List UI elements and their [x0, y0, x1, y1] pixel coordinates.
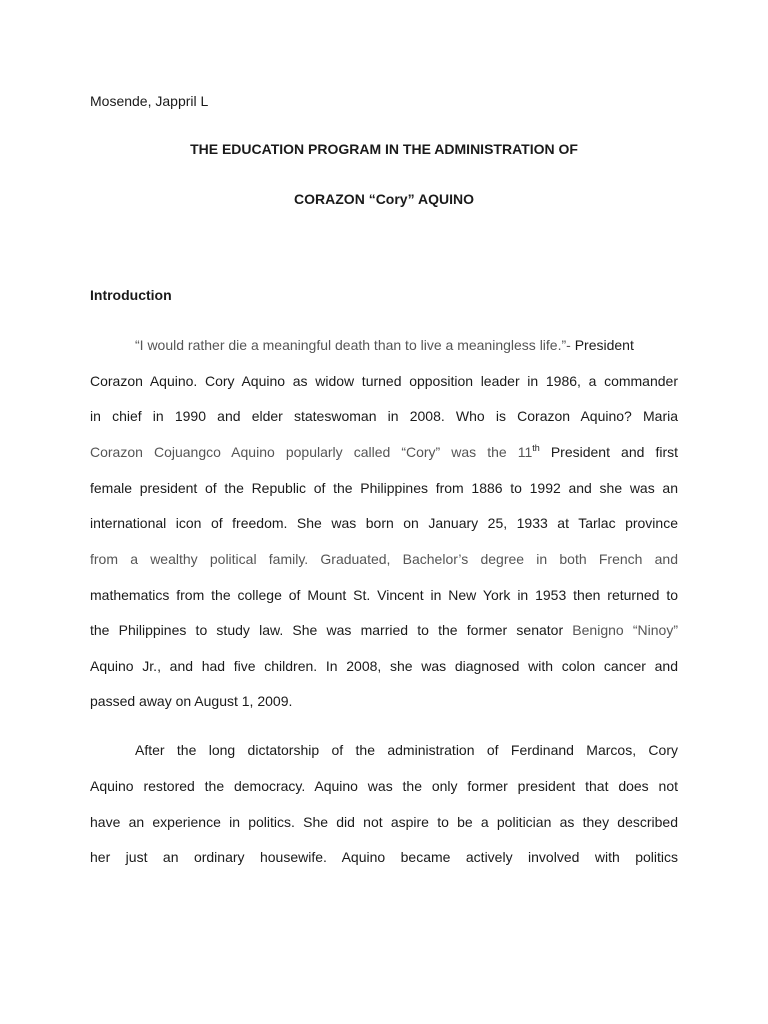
quote-attribution: President	[570, 337, 634, 353]
paragraph-1-line-9	[90, 620, 678, 640]
line-9-text-b: Benigno “Ninoy”	[563, 622, 678, 638]
author-name: Mosende, Jappril L	[90, 93, 209, 109]
paragraph-2-line-3: have an experience in politics. She did not aspire to be a politician as they described	[90, 814, 678, 830]
paragraph-1-line-1	[135, 335, 634, 355]
paragraph-1-line-3: in chief in 1990 and elder stateswoman in 2008. Who is Corazon Aquino? Maria	[90, 408, 678, 424]
paragraph-2-line-4: her just an ordinary housewife. Aquino became actively involved with politics	[90, 849, 678, 865]
paragraph-2-line-2: Aquino restored the democracy. Aquino was the only former president that does not	[90, 778, 678, 794]
paragraph-1-line-5: female president of the Republic of the Philippines from 1886 to 1992 and she was an	[90, 480, 678, 496]
ordinal-superscript: th	[532, 443, 540, 453]
section-heading: Introduction	[90, 287, 172, 303]
paragraph-2-line-1: After the long dictatorship of the administration of Ferdinand Marcos, Cory	[135, 742, 678, 758]
line-9-text-a: the Philippines to study law. She was married to the former senator	[90, 622, 564, 638]
paragraph-1-line-2: Corazon Aquino. Cory Aquino as widow turned opposition leader in 1986, a commander	[90, 373, 678, 389]
paragraph-1-line-6: international icon of freedom. She was born on January 25, 1933 at Tarlac province	[90, 515, 678, 531]
paragraph-1-line-8: mathematics from the college of Mount St. Vincent in New York in 1953 then returned to	[90, 587, 678, 603]
line-4-text-b: President and first	[539, 444, 678, 460]
paragraph-1-line-4	[90, 442, 678, 462]
paragraph-1-line-7: from a wealthy political family. Graduated, Bachelor’s degree in both French and	[90, 551, 678, 567]
line-4-text-a: Corazon Cojuangco Aquino popularly called “Cory” was the 11	[90, 444, 533, 460]
opening-quote: “I would rather die a meaningful death than to live a meaningless life.”-	[135, 337, 571, 353]
title-line-1: THE EDUCATION PROGRAM IN THE ADMINISTRATION OF	[190, 141, 578, 157]
title-line-2: CORAZON “Cory” AQUINO	[294, 191, 474, 207]
paragraph-1-line-10: Aquino Jr., and had five children. In 2008, she was diagnosed with colon cancer and	[90, 658, 678, 674]
paragraph-1-line-11: passed away on August 1, 2009.	[90, 693, 293, 709]
